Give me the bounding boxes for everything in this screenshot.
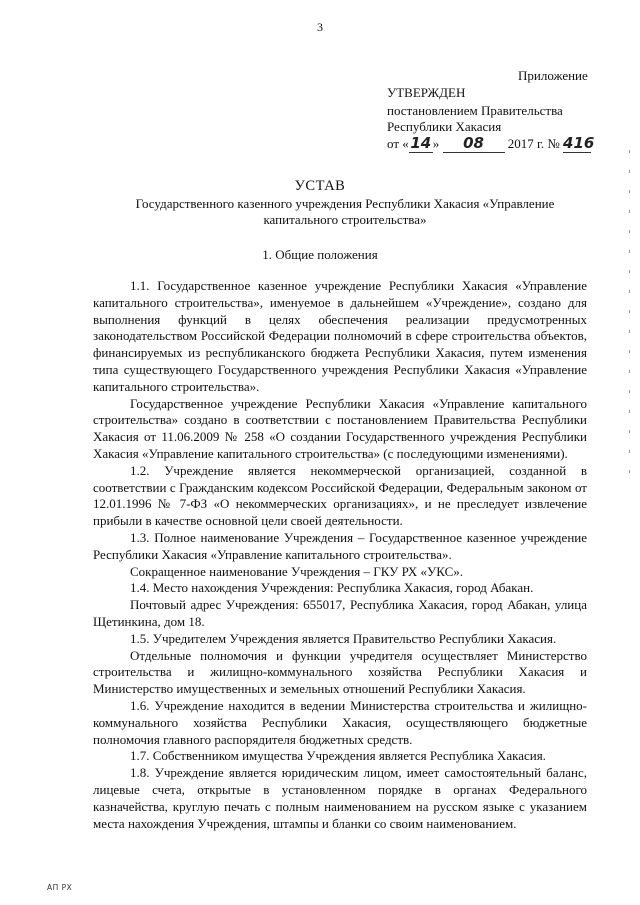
handwritten-number: 416 [563, 134, 595, 152]
section-heading: 1. Общие положения [262, 247, 378, 262]
margin-scan-marks [627, 150, 633, 490]
paragraph-1-5: 1.5. Учредителем Учреждения является Правительство Республики Хакасия. [130, 630, 557, 646]
approved-stamp-text: УТВЕРЖДЕН [387, 85, 466, 100]
paragraph-1-3: 1.3. Полное наименование Учреждения – Государственное казенное учреждение Республики Хакасия «Управление капитального строительства». [93, 529, 587, 562]
appendix-label: Приложение [518, 68, 588, 83]
approval-date-line [387, 134, 595, 153]
date-prefix: от « [387, 136, 409, 151]
approval-authority: постановлением Правительства [387, 103, 563, 118]
paragraph-1-7: 1.7. Собственником имущества Учреждения является Республика Хакасия. [130, 748, 546, 764]
footer-archive-mark: АП РХ [47, 883, 73, 892]
document-body [93, 278, 587, 832]
paragraph-1-1-b: Государственное учреждение Республики Хакасия «Управление капитального строительства» создано в соответствии с постановлением Правительства Республики Хакасия от 11.06.2009 № 258 «О создании Государственного учреждения Республики Хакасия «Управление капитального строительства» (с последующими изменениями). [93, 395, 587, 461]
paragraph-1-5-b: Отдельные полномочия и функции учредителя осуществляет Министерство строительства и жилищно-коммунального хозяйства Республики Хакасия и Министерство имущественных и земельных отношений Республики Хакасия. [93, 647, 587, 697]
paragraph-1-6: 1.6. Учреждение находится в ведении Министерства строительства и жилищно-коммунального хозяйства Республики Хакасия, осуществляющего бюджетные полномочия главного распорядителя бюджетных средств. [93, 697, 587, 747]
paragraph-1-4: 1.4. Место нахождения Учреждения: Республика Хакасия, город Абакан. [130, 580, 534, 596]
handwritten-day: 14 [410, 134, 432, 152]
document-subtitle: Государственного казенного учреждения Республики Хакасия «Управление капитального строительства» [135, 196, 555, 227]
paragraph-1-8: 1.8. Учреждение является юридическим лицом, имеет самостоятельный баланс, лицевые счета, открытые в установленном порядке в органах Федерального казначейства, круглую печать с полным наименованием на русском языке с указанием места нахождения Учреждения, штампы и бланки со своим наименованием. [93, 765, 587, 831]
paragraph-1-2: 1.2. Учреждение является некоммерческой организацией, созданной в соответствии с Гражданским кодексом Российской Федерации, Федеральным законом от 12.01.1996 № 7-ФЗ «О некоммерческих организациях», и не преследует извлечение прибыли в качестве основной цели своей деятельности. [93, 462, 587, 529]
paragraph-1-1: 1.1. Государственное казенное учреждение Республики Хакасия «Управление капитального строительства», именуемое в дальнейшем «Учреждение», создано для выполнения функций в целях обеспечения реализации предусмотренных законодательством Российской Федерации полномочий в сфере строительства объектов, финансируемых из республиканского бюджета Республики Хакасия, путем изменения типа существующего Государственного учреждения Республики Хакасия «Управление капитального строительства». [93, 278, 587, 394]
handwritten-month: 08 [443, 136, 505, 153]
date-mid: » [432, 136, 440, 151]
approval-government: Республики Хакасия [387, 119, 502, 134]
date-suffix: 2017 г. № [507, 136, 560, 151]
document-title: УСТАВ [294, 178, 346, 194]
paragraph-1-4-b: Почтовый адрес Учреждения: 655017, Республика Хакасия, город Абакан, улица Щетинкина, дом 18. [93, 597, 587, 629]
page-number: 3 [317, 20, 323, 34]
paragraph-1-3-b: Сокращенное наименование Учреждения – ГКУ РХ «УКС». [130, 563, 464, 579]
